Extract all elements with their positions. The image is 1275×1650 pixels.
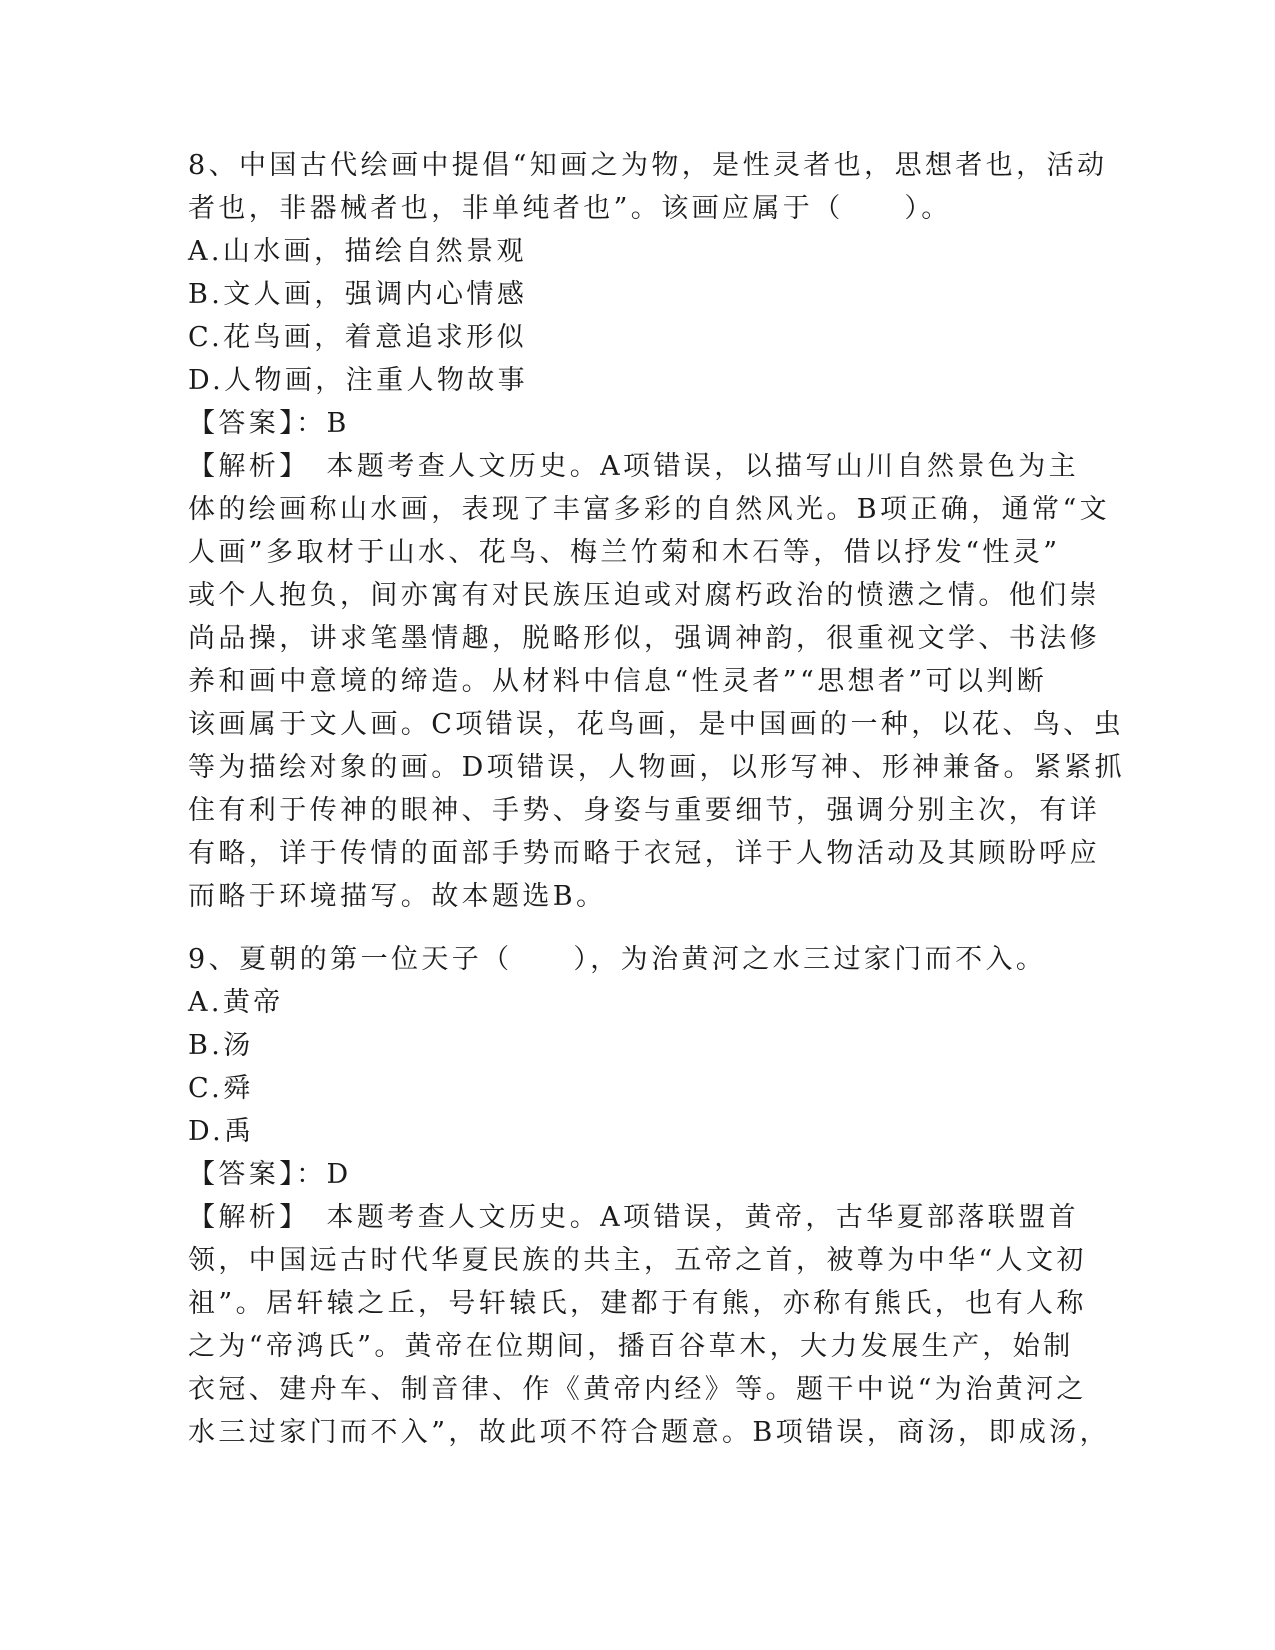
answer-line: 【答案】：D (188, 1159, 352, 1190)
question-stem-line: 者也，非器械者也，非单纯者也”。该画应属于（ ）。 (188, 193, 952, 224)
option-b: B.汤 (188, 1030, 254, 1061)
analysis-line: 祖”。居轩辕之丘，号轩辕氏，建都于有熊，亦称有熊氏，也有人称 (188, 1288, 1087, 1319)
question-stem-line: 9、夏朝的第一位天子（ ），为治黄河之水三过家门而不入。 (188, 944, 1047, 975)
analysis-line: 或个人抱负，间亦寓有对民族压迫或对腐朽政治的愤懑之情。他们崇 (188, 580, 1100, 611)
analysis-line: 住有利于传神的眼神、手势、身姿与重要细节，强调分别主次，有详 (188, 795, 1100, 826)
analysis-line: 体的绘画称山水画，表现了丰富多彩的自然风光。B项正确，通常“文 (188, 494, 1111, 525)
analysis-line: 领，中国远古时代华夏民族的共主，五帝之首，被尊为中华“人文初 (188, 1245, 1087, 1276)
document-page (188, 144, 1126, 1454)
analysis-line: 人画”多取材于山水、花鸟、梅兰竹菊和木石等，借以抒发“性灵” (188, 537, 1061, 568)
option-a: A.山水画，描绘自然景观 (188, 236, 527, 267)
analysis-line: 该画属于文人画。C项错误，花鸟画，是中国画的一种，以花、鸟、虫 (188, 709, 1125, 740)
option-d: D.人物画，注重人物故事 (188, 365, 529, 396)
analysis-line: 【解析】 本题考查人文历史。A项错误，黄帝，古华夏部落联盟首 (188, 1202, 1079, 1233)
question-8 (188, 144, 1126, 918)
analysis-line: 尚品操，讲求笔墨情趣，脱略形似，强调神韵，很重视文学、书法修 (188, 623, 1100, 654)
option-b: B.文人画，强调内心情感 (188, 279, 528, 310)
analysis-line: 衣冠、建舟车、制音律、作《黄帝内经》等。题干中说“为治黄河之 (188, 1374, 1087, 1405)
analysis-line: 等为描绘对象的画。D项错误，人物画，以形写神、形神兼备。紧紧抓 (188, 752, 1126, 783)
option-a: A.黄帝 (188, 987, 284, 1018)
answer-line: 【答案】：B (188, 408, 350, 439)
analysis-line: 【解析】 本题考查人文历史。A项错误，以描写山川自然景色为主 (188, 451, 1079, 482)
question-9 (188, 938, 1111, 1454)
analysis-line: 有略，详于传情的面部手势而略于衣冠，详于人物活动及其顾盼呼应 (188, 838, 1100, 869)
analysis-line: 之为“帝鸿氏”。黄帝在位期间，播百谷草木，大力发展生产，始制 (188, 1331, 1074, 1362)
question-spacer (188, 918, 1093, 938)
analysis-line: 而略于环境描写。故本题选B。 (188, 881, 607, 912)
option-d: D.禹 (188, 1116, 255, 1147)
option-c: C.舜 (188, 1073, 254, 1104)
question-stem-line: 8、中国古代绘画中提倡“知画之为物，是性灵者也，思想者也，活动 (188, 150, 1108, 181)
analysis-line: 水三过家门而不入”，故此项不符合题意。B项错误，商汤，即成汤， (188, 1417, 1111, 1448)
option-c: C.花鸟画，着意追求形似 (188, 322, 528, 353)
analysis-line: 养和画中意境的缔造。从材料中信息“性灵者”“思想者”可以判断 (188, 666, 1048, 697)
